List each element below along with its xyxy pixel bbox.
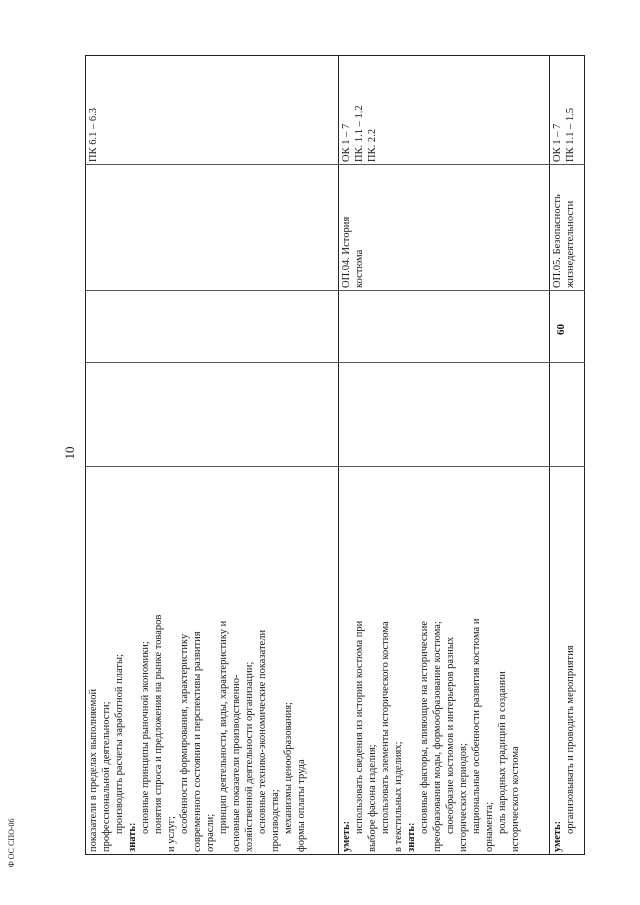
rotated-page-content [85, 55, 585, 855]
footer-code: Ф ОС СПО-06 [7, 818, 16, 868]
requirement-heading: знать: [127, 822, 138, 852]
requirement-line: отрасли; [205, 813, 216, 852]
requirement-line: принцип деятельности, виды, характеристику и [218, 620, 229, 834]
requirement-line: использовать сведения из истории костюма при [354, 620, 365, 834]
requirement-line: производить расчеты заработной платы; [114, 654, 125, 834]
requirement-line: хозяйственной деятельности организации; [244, 661, 255, 852]
discipline-line: костюма [354, 249, 365, 288]
row-1-competencies [87, 108, 100, 162]
requirement-line: использовать элементы исторического костюма [380, 621, 391, 834]
competency-code: ОК 1 – 7 [552, 123, 563, 162]
requirement-line: национальные особенности развития костюма и [471, 618, 482, 834]
competency-code: ПК. 1.1 – 1.2 [354, 105, 365, 162]
requirement-line: исторического костюма [510, 746, 521, 852]
row-1-requirements [87, 615, 308, 852]
requirement-line: особенности формирования, характеристику [179, 633, 190, 834]
requirement-line: и услуг; [166, 816, 177, 852]
table-rule-col-3 [85, 290, 585, 291]
row-3-requirements [551, 645, 577, 852]
requirement-line: выборе фасона изделия; [367, 744, 378, 852]
requirement-line: преобразования моды, формообразование костюма; [432, 621, 443, 852]
table-rule-row-1 [338, 55, 339, 855]
requirement-line: основные технико-экономические показатели [257, 629, 268, 834]
table-rule-left [85, 854, 585, 855]
discipline-line: ОП.05. Безопасность [552, 194, 563, 288]
requirement-line: организовывать и проводить мероприятия [565, 645, 576, 834]
requirement-heading: уметь: [552, 820, 563, 852]
requirement-line: своеобразие костюмов и интерьеров разных [445, 636, 456, 834]
requirement-line: в текстильных изделиях; [393, 741, 404, 852]
table-rule-bottom [584, 55, 585, 855]
requirement-line: профессиональной деятельности; [101, 701, 112, 852]
table-rule-col-4 [85, 164, 585, 165]
requirement-line: исторических периодов; [458, 743, 469, 852]
table-rule-row-2 [549, 55, 550, 855]
table-rule-right [85, 55, 585, 56]
requirement-line: орнамента; [484, 802, 495, 852]
competency-code: ПК. 2.2 [367, 129, 378, 162]
requirement-line: основные принципы рыночной экономики; [140, 641, 151, 834]
row-3-discipline [551, 194, 577, 288]
requirement-line: основные показатели производственно- [231, 674, 242, 852]
requirement-heading: знать: [406, 822, 417, 852]
competency-code: ПК 1.1 – 1.5 [565, 108, 576, 162]
row-2-competencies [340, 105, 379, 162]
row-2-discipline [340, 217, 366, 288]
requirement-line: основные факторы, влияющие на исторические [419, 621, 430, 834]
discipline-line: жизнедеятельности [565, 200, 576, 288]
row-3-competencies [551, 108, 577, 162]
requirement-line: роль народных традиций в создании [497, 671, 508, 834]
table-rule-col-2 [85, 362, 585, 363]
requirement-line: современного состояния и перспективы развития [192, 631, 203, 852]
competency-code: ОК 1 – 7 [341, 123, 352, 162]
row-3-hours: 60 [555, 324, 567, 335]
requirement-line: формы оплаты труда [296, 759, 307, 852]
curriculum-table [85, 55, 585, 855]
requirement-heading: уметь: [341, 820, 352, 852]
requirement-line: показатели в пределах выполняемой [88, 688, 99, 852]
requirement-line: понятия спроса и предложения на рынке товаров [153, 614, 164, 834]
page-number: 10 [62, 446, 77, 460]
table-rule-top [85, 55, 86, 855]
requirement-line: производства; [270, 789, 281, 852]
table-rule-col-1 [85, 466, 585, 467]
requirement-line: механизмы ценообразования; [283, 702, 294, 834]
row-2-requirements [340, 619, 522, 852]
competency-code: ПК 6.1 – 6.3 [88, 108, 99, 162]
discipline-line: ОП.04. История [341, 216, 352, 288]
